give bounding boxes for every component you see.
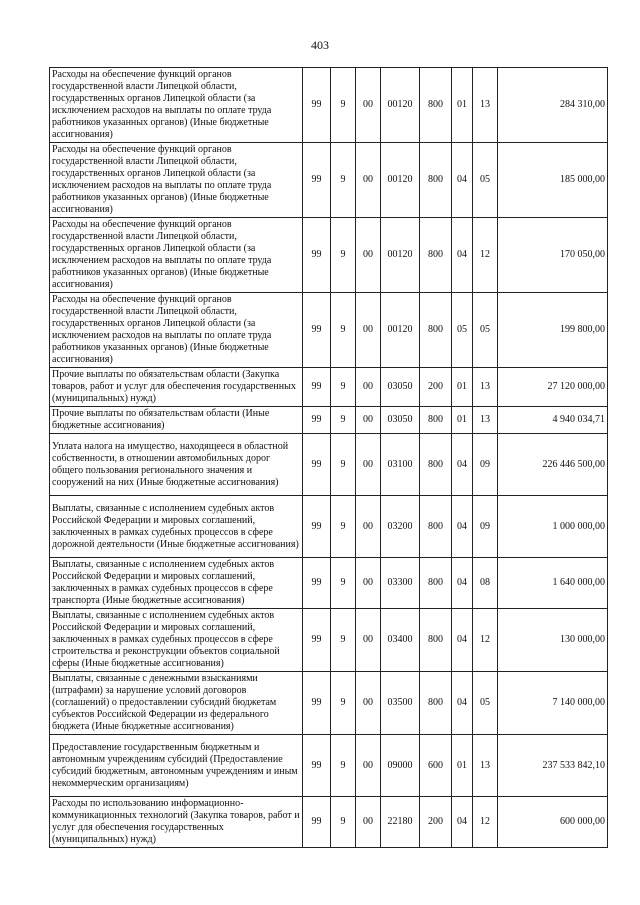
table-row — [50, 368, 608, 407]
main-activity-code: 00 — [356, 609, 381, 672]
row-description: Уплата налога на имущество, находящееся в областной собственности, в отношении автомобильных дорог общего пользования регионального значения и сооружений на них (Иные бюджетные ассигнования) — [50, 434, 303, 496]
table-row — [50, 293, 608, 368]
table-row — [50, 68, 608, 143]
program-code: 99 — [303, 496, 331, 558]
section-code: 01 — [452, 368, 473, 407]
subprogram-code: 9 — [331, 496, 356, 558]
subprogram-code: 9 — [331, 672, 356, 735]
subsection-code: 13 — [473, 407, 498, 434]
expense-direction-code: 00120 — [381, 143, 420, 218]
row-description: Расходы на обеспечение функций органов государственной власти Липецкой области, государственных органов Липецкой области (за исключением расходов на выплаты по оплате труда работников указанных органов) (Иные бюджетные ассигнования) — [50, 68, 303, 143]
subprogram-code: 9 — [331, 609, 356, 672]
amount-value: 237 533 842,10 — [498, 735, 608, 797]
main-activity-code: 00 — [356, 434, 381, 496]
main-activity-code: 00 — [356, 293, 381, 368]
expense-direction-code: 00120 — [381, 68, 420, 143]
main-activity-code: 00 — [356, 672, 381, 735]
expense-direction-code: 00120 — [381, 293, 420, 368]
section-code: 01 — [452, 407, 473, 434]
row-description: Расходы на обеспечение функций органов государственной власти Липецкой области, государственных органов Липецкой области (за исключением расходов на выплаты по оплате труда работников указанных органов) (Иные бюджетные ассигнования) — [50, 218, 303, 293]
amount-value: 170 050,00 — [498, 218, 608, 293]
expense-type-code: 800 — [420, 407, 452, 434]
table-row — [50, 407, 608, 434]
subsection-code: 12 — [473, 609, 498, 672]
subsection-code: 05 — [473, 672, 498, 735]
program-code: 99 — [303, 218, 331, 293]
program-code: 99 — [303, 735, 331, 797]
expense-type-code: 800 — [420, 434, 452, 496]
program-code: 99 — [303, 293, 331, 368]
expense-type-code: 200 — [420, 368, 452, 407]
section-code: 04 — [452, 434, 473, 496]
subprogram-code: 9 — [331, 68, 356, 143]
main-activity-code: 00 — [356, 797, 381, 848]
section-code: 04 — [452, 218, 473, 293]
main-activity-code: 00 — [356, 68, 381, 143]
subprogram-code: 9 — [331, 434, 356, 496]
table-row — [50, 609, 608, 672]
program-code: 99 — [303, 558, 331, 609]
main-activity-code: 00 — [356, 496, 381, 558]
subprogram-code: 9 — [331, 293, 356, 368]
expense-direction-code: 03200 — [381, 496, 420, 558]
expense-direction-code: 03400 — [381, 609, 420, 672]
row-description: Расходы на обеспечение функций органов государственной власти Липецкой области, государственных органов Липецкой области (за исключением расходов на выплаты по оплате труда работников указанных органов) (Иные бюджетные ассигнования) — [50, 143, 303, 218]
main-activity-code: 00 — [356, 143, 381, 218]
table-row — [50, 143, 608, 218]
amount-value: 4 940 034,71 — [498, 407, 608, 434]
program-code: 99 — [303, 143, 331, 218]
subsection-code: 09 — [473, 496, 498, 558]
table-row — [50, 218, 608, 293]
expense-type-code: 800 — [420, 558, 452, 609]
main-activity-code: 00 — [356, 735, 381, 797]
amount-value: 284 310,00 — [498, 68, 608, 143]
expense-direction-code: 03050 — [381, 368, 420, 407]
expense-direction-code: 03050 — [381, 407, 420, 434]
row-description: Выплаты, связанные с исполнением судебных актов Российской Федерации и мировых соглашений, заключенных в рамках судебных процессов в сфере транспорта (Иные бюджетные ассигнования) — [50, 558, 303, 609]
page-number: 403 — [311, 38, 329, 52]
amount-value: 1 640 000,00 — [498, 558, 608, 609]
expense-type-code: 600 — [420, 735, 452, 797]
amount-value: 199 800,00 — [498, 293, 608, 368]
subsection-code: 05 — [473, 293, 498, 368]
expense-type-code: 800 — [420, 68, 452, 143]
amount-value: 7 140 000,00 — [498, 672, 608, 735]
row-description: Расходы по использованию информационно-коммуникационных технологий (Закупка товаров, работ и услуг для обеспечения государственных (муниципальных) нужд) — [50, 797, 303, 848]
row-description: Предоставление государственным бюджетным и автономным учреждениям субсидий (Предоставление субсидий бюджетным, автономным учреждениям и иным некоммерческим организациям) — [50, 735, 303, 797]
main-activity-code: 00 — [356, 558, 381, 609]
expense-direction-code: 03100 — [381, 434, 420, 496]
subsection-code: 12 — [473, 218, 498, 293]
subprogram-code: 9 — [331, 558, 356, 609]
subprogram-code: 9 — [331, 735, 356, 797]
program-code: 99 — [303, 797, 331, 848]
subprogram-code: 9 — [331, 407, 356, 434]
expense-type-code: 800 — [420, 672, 452, 735]
row-description: Выплаты, связанные с исполнением судебных актов Российской Федерации и мировых соглашений, заключенных в рамках судебных процессов в сфере строительства и реконструкции объектов социальной сферы (Иные бюджетные ассигнования) — [50, 609, 303, 672]
amount-value: 27 120 000,00 — [498, 368, 608, 407]
section-code: 01 — [452, 68, 473, 143]
expense-type-code: 200 — [420, 797, 452, 848]
section-code: 04 — [452, 609, 473, 672]
expense-type-code: 800 — [420, 496, 452, 558]
program-code: 99 — [303, 407, 331, 434]
amount-value: 185 000,00 — [498, 143, 608, 218]
section-code: 05 — [452, 293, 473, 368]
amount-value: 600 000,00 — [498, 797, 608, 848]
section-code: 01 — [452, 735, 473, 797]
section-code: 04 — [452, 143, 473, 218]
row-description: Расходы на обеспечение функций органов государственной власти Липецкой области, государственных органов Липецкой области (за исключением расходов на выплаты по оплате труда работников указанных органов) (Иные бюджетные ассигнования) — [50, 293, 303, 368]
table-row — [50, 558, 608, 609]
program-code: 99 — [303, 672, 331, 735]
table-row — [50, 434, 608, 496]
main-activity-code: 00 — [356, 407, 381, 434]
amount-value: 1 000 000,00 — [498, 496, 608, 558]
program-code: 99 — [303, 434, 331, 496]
program-code: 99 — [303, 368, 331, 407]
expense-direction-code: 22180 — [381, 797, 420, 848]
subprogram-code: 9 — [331, 797, 356, 848]
subprogram-code: 9 — [331, 368, 356, 407]
main-activity-code: 00 — [356, 368, 381, 407]
table-row — [50, 672, 608, 735]
subsection-code: 13 — [473, 68, 498, 143]
subsection-code: 12 — [473, 797, 498, 848]
table-row — [50, 496, 608, 558]
subsection-code: 09 — [473, 434, 498, 496]
program-code: 99 — [303, 68, 331, 143]
amount-value: 226 446 500,00 — [498, 434, 608, 496]
expense-type-code: 800 — [420, 293, 452, 368]
table-row — [50, 735, 608, 797]
amount-value: 130 000,00 — [498, 609, 608, 672]
section-code: 04 — [452, 797, 473, 848]
subprogram-code: 9 — [331, 143, 356, 218]
subsection-code: 08 — [473, 558, 498, 609]
subsection-code: 13 — [473, 368, 498, 407]
expense-direction-code: 00120 — [381, 218, 420, 293]
section-code: 04 — [452, 558, 473, 609]
expense-type-code: 800 — [420, 143, 452, 218]
subsection-code: 13 — [473, 735, 498, 797]
expense-direction-code: 03300 — [381, 558, 420, 609]
section-code: 04 — [452, 496, 473, 558]
subprogram-code: 9 — [331, 218, 356, 293]
budget-table — [49, 67, 608, 848]
expense-direction-code: 03500 — [381, 672, 420, 735]
table-row — [50, 797, 608, 848]
section-code: 04 — [452, 672, 473, 735]
subsection-code: 05 — [473, 143, 498, 218]
expense-direction-code: 09000 — [381, 735, 420, 797]
row-description: Выплаты, связанные с исполнением судебных актов Российской Федерации и мировых соглашений, заключенных в рамках судебных процессов в сфере дорожной деятельности (Иные бюджетные ассигнования) — [50, 496, 303, 558]
expense-type-code: 800 — [420, 218, 452, 293]
program-code: 99 — [303, 609, 331, 672]
row-description: Прочие выплаты по обязательствам области (Иные бюджетные ассигнования) — [50, 407, 303, 434]
row-description: Прочие выплаты по обязательствам области (Закупка товаров, работ и услуг для обеспечения государственных (муниципальных) нужд) — [50, 368, 303, 407]
main-activity-code: 00 — [356, 218, 381, 293]
row-description: Выплаты, связанные с денежными взысканиями (штрафами) за нарушение условий договоров (соглашений) о предоставлении субсидий бюджетам субъектов Российской Федерации из федерального бюджета (Иные бюджетные ассигнования) — [50, 672, 303, 735]
expense-type-code: 800 — [420, 609, 452, 672]
